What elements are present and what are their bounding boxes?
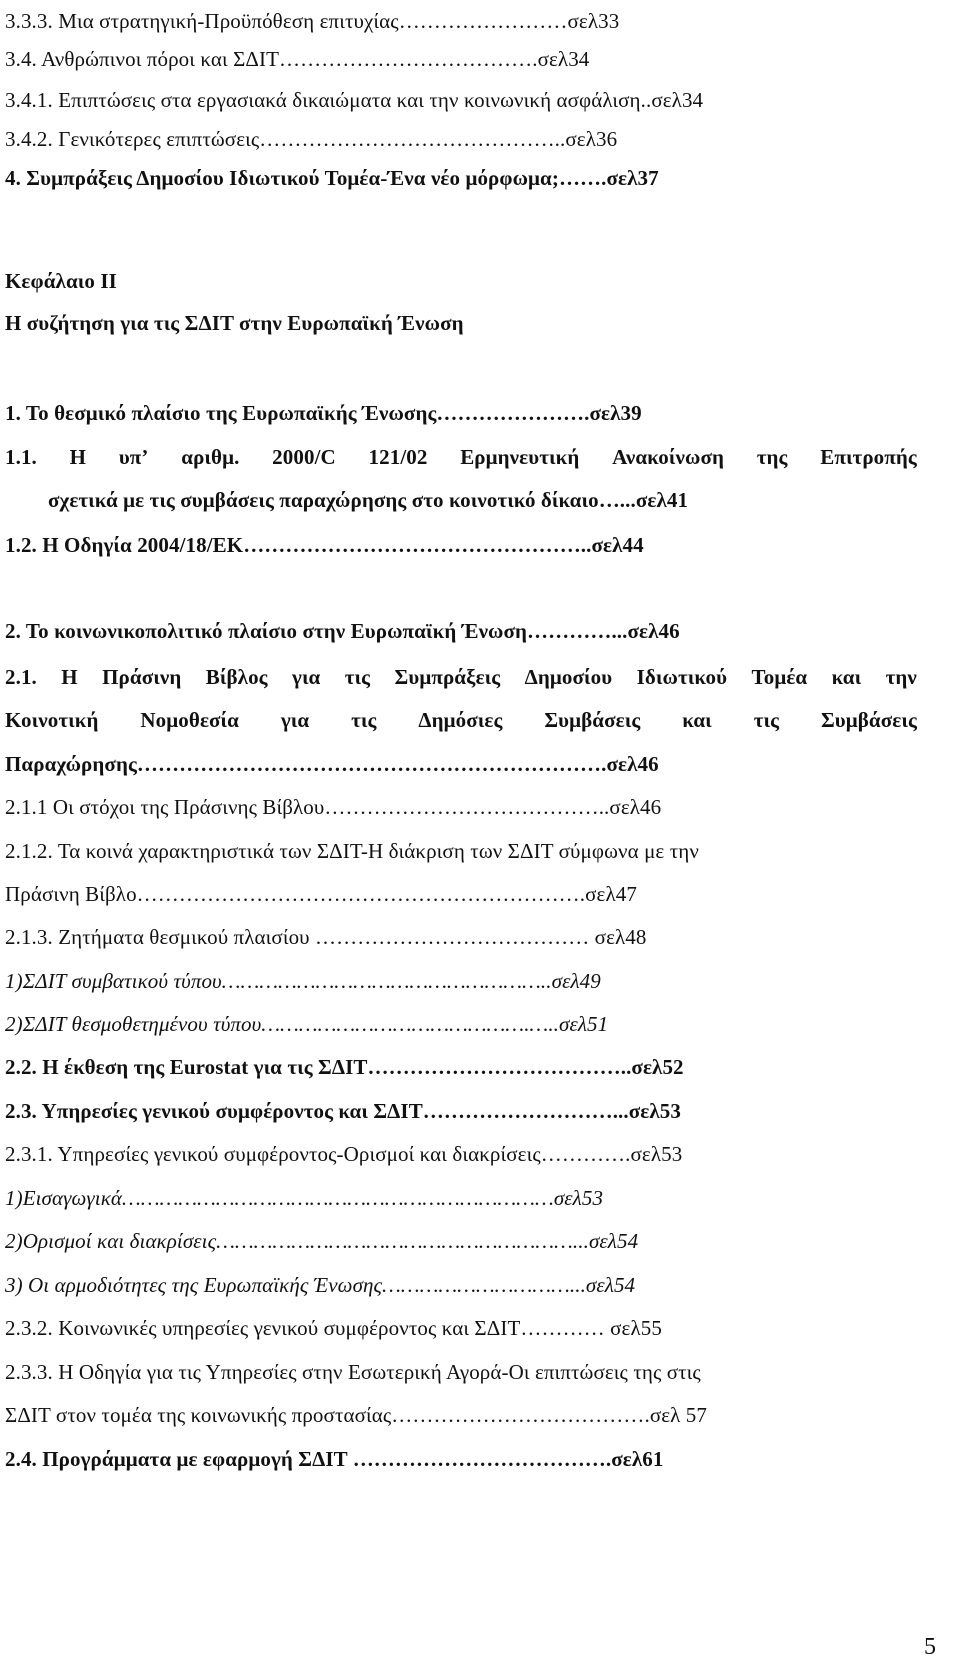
page-number: 5 bbox=[924, 1634, 936, 1660]
chapter-title: Η συζήτηση για τις ΣΔΙΤ στην Ευρωπαϊκή Ένωση bbox=[5, 311, 464, 335]
word: και bbox=[831, 665, 862, 689]
word: της bbox=[756, 445, 788, 469]
toc-entry-2: 2. Το κοινωνικοπολιτικό πλαίσιο στην Ευρωπαϊκή Ένωση…………...σελ46 bbox=[5, 619, 680, 643]
toc-entry-2-3-1: 2.3.1. Υπηρεσίες γενικού συμφέροντος-Ορισμοί και διακρίσεις………….σελ53 bbox=[5, 1142, 683, 1166]
toc-entry-2-1-cont2: Παραχώρησης………………………………………………………….σελ46 bbox=[5, 752, 659, 776]
toc-entry-2-3-3-cont: ΣΔΙΤ στον τομέα της κοινωνικής προστασίας……………………………….σελ 57 bbox=[5, 1403, 707, 1427]
toc-entry-2-1-2-cont: Πράσινη Βίβλο……………………………………………………….σελ47 bbox=[5, 882, 637, 906]
word: για bbox=[280, 708, 310, 732]
toc-entry-2-3: 2.3. Υπηρεσίες γενικού συμφέροντος και ΣΔΙΤ………………………...σελ53 bbox=[5, 1099, 681, 1123]
word: Δημόσιες bbox=[418, 708, 503, 732]
toc-entry-2-2: 2.2. Η έκθεση της Eurostat για τις ΣΔΙΤ………………………………..σελ52 bbox=[5, 1055, 684, 1079]
word: 1.1. bbox=[5, 445, 37, 469]
word: Συμβάσεις bbox=[544, 708, 641, 732]
word: Συμβάσεις bbox=[820, 708, 917, 732]
word: την bbox=[885, 665, 917, 689]
toc-entry-2-3-3: 2.3.3. Η Οδηγία για τις Υπηρεσίες στην Εσωτερική Αγορά-Οι επιπτώσεις της στις bbox=[5, 1360, 701, 1384]
toc-entry-1: 1. Το θεσμικό πλαίσιο της Ευρωπαϊκής Ένωσης………………….σελ39 bbox=[5, 401, 642, 425]
toc-entry-4: 4. Συμπράξεις Δημοσίου Ιδιωτικού Τομέα-Ένα νέο μόρφωμα;…….σελ37 bbox=[5, 166, 659, 190]
word: 2000/C bbox=[272, 445, 336, 469]
toc-entry-3-4: 3.4. Ανθρώπινοι πόροι και ΣΔΙΤ……………………………….σελ34 bbox=[5, 47, 590, 71]
toc-entry-2-1-cont bbox=[5, 705, 917, 735]
toc-entry-competences: 3) Οι αρμοδιότητες της Ευρωπαϊκής Ένωσης…………………………...σελ54 bbox=[5, 1273, 636, 1297]
toc-entry-introductory: 1)Εισαγωγικά……………………………………………………………σελ53 bbox=[5, 1186, 604, 1210]
toc-entry-2-3-2: 2.3.2. Κοινωνικές υπηρεσίες γενικού συμφέροντος και ΣΔΙΤ………… σελ55 bbox=[5, 1316, 662, 1340]
word: Κοινοτική bbox=[5, 708, 99, 732]
word: Η bbox=[61, 665, 78, 689]
toc-entry-2-4: 2.4. Προγράμματα με εφαρμογή ΣΔΙΤ ……………………………….σελ61 bbox=[5, 1447, 664, 1471]
toc-entry-2-1 bbox=[5, 662, 917, 692]
word: 121/02 bbox=[368, 445, 428, 469]
toc-entry-2-1-3: 2.1.3. Ζητήματα θεσμικού πλαισίου ………………………………… σελ48 bbox=[5, 925, 647, 949]
toc-entry-contract-type: 1)ΣΔΙΤ συμβατικού τύπου……………………………………………..σελ49 bbox=[5, 969, 601, 993]
word: Νομοθεσία bbox=[140, 708, 239, 732]
toc-entry-1-1 bbox=[5, 442, 917, 472]
word: υπ’ bbox=[118, 445, 149, 469]
word: τις bbox=[351, 708, 377, 732]
toc-entry-3-4-2: 3.4.2. Γενικότερες επιπτώσεις……………………………………..σελ36 bbox=[5, 127, 618, 151]
word: για bbox=[292, 665, 321, 689]
toc-entry-2-1-1: 2.1.1 Οι στόχοι της Πράσινης Βίβλου…………………………………..σελ46 bbox=[5, 795, 662, 819]
word: Ανακοίνωση bbox=[612, 445, 724, 469]
toc-entry-definitions: 2)Ορισμοί και διακρίσεις…………………………………………………...σελ54 bbox=[5, 1229, 639, 1253]
word: Η bbox=[69, 445, 87, 469]
word: 2.1. bbox=[5, 665, 37, 689]
word: και bbox=[682, 708, 712, 732]
word: αριθμ. bbox=[181, 445, 240, 469]
word: Συμπράξεις bbox=[394, 665, 501, 689]
toc-entry-institutional-type: 2)ΣΔΙΤ θεσμοθετημένου τύπου…………………………………….…..σελ51 bbox=[5, 1012, 609, 1036]
word: Ιδιωτικού bbox=[636, 665, 728, 689]
word: Βίβλος bbox=[205, 665, 268, 689]
toc-entry-2-1-2: 2.1.2. Τα κοινά χαρακτηριστικά των ΣΔΙΤ-Η διάκριση των ΣΔΙΤ σύμφωνα με την bbox=[5, 839, 699, 863]
word: Τομέα bbox=[751, 665, 808, 689]
word: Πράσινη bbox=[102, 665, 182, 689]
toc-entry-1-1-cont: σχετικά με τις συμβάσεις παραχώρησης στο κοινοτικό δίκαιο…...σελ41 bbox=[48, 488, 689, 512]
toc-entry-3-4-1: 3.4.1. Επιπτώσεις στα εργασιακά δικαιώματα και την κοινωνική ασφάλιση..σελ34 bbox=[5, 88, 704, 112]
toc-entry-1-2: 1.2. Η Οδηγία 2004/18/ΕΚ…………………………………………..σελ44 bbox=[5, 533, 644, 557]
word: Δημοσίου bbox=[524, 665, 613, 689]
toc-entry-3-3-3: 3.3.3. Μια στρατηγική-Προϋπόθεση επιτυχίας……………………σελ33 bbox=[5, 9, 620, 33]
word: τις bbox=[344, 665, 371, 689]
word: τις bbox=[753, 708, 780, 732]
word: Ερμηνευτική bbox=[460, 445, 580, 469]
chapter-heading: Κεφάλαιο ΙΙ bbox=[5, 269, 117, 293]
word: Επιτροπής bbox=[820, 445, 917, 469]
